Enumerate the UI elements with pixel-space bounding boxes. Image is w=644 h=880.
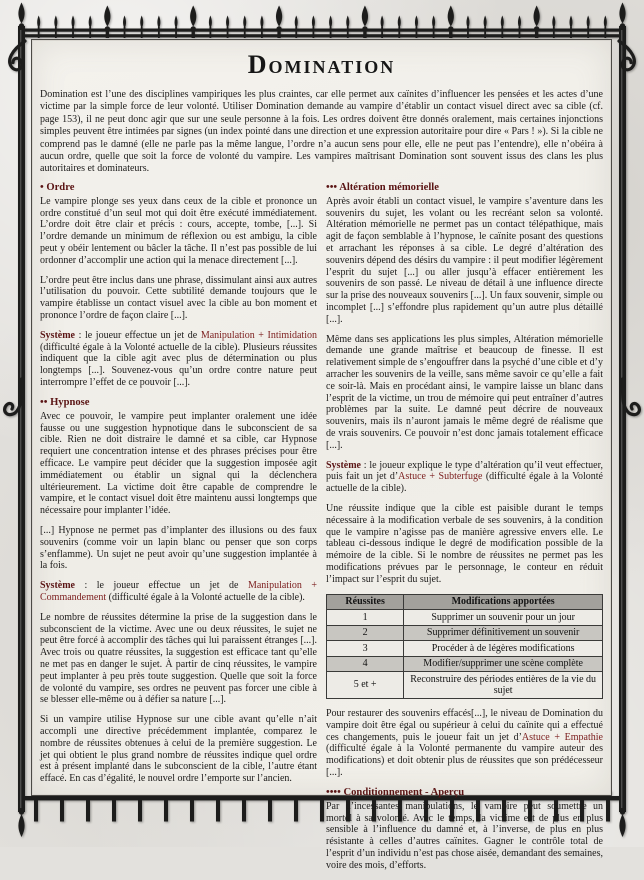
table-header-cell: Réussites [327, 594, 404, 610]
text-run: Une réussite indique que la cible est paisible durant le temps nécessaire à la modification verbale de ses souvenirs, à la condition que le vampire n’agisse pas de manière agressive envers elle. Le tableau ci-dessous indique le degré de modification possible de la mémoire de la cible. Si le nombre de réussites ne permet pas les modifications prévues par le personnage, le conteur en réduit l’impact sur l’esprit du sujet. [326, 502, 603, 585]
page-title: Domination [247, 50, 396, 79]
text-run: Système [40, 329, 75, 341]
text-run: : le joueur explique le type d’altération qu’il veut effectuer, puis fait un jet d’ [326, 459, 603, 483]
paragraph [40, 411, 317, 517]
table-cell: Modifier/supprimer une scène complète [404, 656, 603, 672]
text-run: Manipulation + Commandement [40, 580, 317, 603]
table-cell: 5 et + [327, 672, 404, 699]
table-cell: Reconstruire des périodes entières de la vie du sujet [404, 672, 603, 699]
table-cell: Supprimer définitivement un souvenir [404, 625, 603, 641]
modifications-table [326, 594, 603, 700]
paragraph [326, 334, 603, 452]
text-run: Système [40, 580, 75, 592]
text-run: Avec ce pouvoir, le vampire peut implanter oralement une idée fausse ou une suggestion hypnotique dans le subconscient de sa cible. Rien ne doit distraire le damné et sa cible, car Hypnose requiert une concentration intense et des phrases précises pour être efficace. Le vampire peut décider que la suggestion imposée agit immédiatement ou établir un signal qui la déclenchera ultérieurement. La victime doit être capable de comprendre le vampire, et le contact visuel doit être maintenu aussi longtemps que nécessaire pour implanter l’idée. [40, 410, 317, 517]
section-heading-ordre: • Ordre [40, 181, 75, 193]
text-run: (difficulté égale à la Volonté permanente du vampire auteur des modifications) et doit obtenir plus de réussites que son prédécesseur [...]. [326, 743, 603, 779]
text-run: Par d’incessantes manipulations, le vampire peut soumettre un mortel à sa volonté. Avec le temps, la victime est de plus en plus sensible à l’influence du damné et, à l’inverse, de plus en plus résistante à celles d’autres caïnites. Gagner le contrôle total de l’esprit d’un individu n’est pas chose aisée, demandant des semaines, voire des mois, d’efforts. [326, 800, 603, 871]
text-run: L’ordre peut être inclus dans une phrase, dissimulant ainsi aux autres l’utilisation du pouvoir. Cette subtilité demande toujours que le vampire établisse un contact visuel avec la cible au bon moment et prononce l’ordre de façon claire [...]. [40, 274, 317, 322]
paragraph [40, 580, 317, 604]
paragraph [40, 275, 317, 322]
section-heading-alteration-memorielle: ••• Altération mémorielle [326, 181, 439, 193]
paragraph [40, 714, 317, 785]
text-run: Astuce + Empathie [521, 731, 603, 743]
table-row [327, 656, 603, 672]
table-cell: 3 [327, 641, 404, 657]
paragraph [40, 525, 317, 572]
text-run: : le joueur effectue un jet de [75, 580, 248, 592]
text-run: [...] Hypnose ne permet pas d’implanter des illusions ou des faux souvenirs (comme voir un lapin blanc ou penser que son corps s’enflamme). Un sujet ne peut avoir qu’une suggestion implantée à la fois. [40, 524, 317, 572]
table-cell: 1 [327, 610, 404, 626]
intro-paragraph: Domination est l’une des disciplines vampiriques les plus craintes, car elle permet aux caïnites d’influencer les pensées et les actes d’une victime par la simple force de leur volonté. Utiliser Domination demande au vampire d’établir un contact visuel direct avec sa cible (cf. page 153), il ne peut donc agir que sur une seule personne à la fois. Les ordres doivent être donnés oralement, mais certaines injonctions simples peuvent être intimées par signes (un index pointé dans une direction et une expression autoritaire pour dire « Pars ! »). Si la cible ne comprend pas le damné (elle ne parle pas la même langue, l’ordre n’a aucun sens pour elle, elle ne peut pas l’entendre), elle n’obéira à aucun ordre, quelle que soit la force de volonté du vampire. Les vampires maîtrisant Domination sont souvent issus des clans les plus autoritaires et dominateurs. [40, 89, 603, 175]
text-run: Après avoir établi un contact visuel, le vampire s’aventure dans les souvenirs du sujet, les volant ou les recréant selon sa volonté. Altération mémorielle ne permet pas un contact télépathique, mais agit de façon semblable à l’hypnose, le caïnite posant des questions et arrachant les réponses à sa cible. Le degré d’altération des souvenirs dépend des désirs du vampire : il peut modifier légèrement l’esprit du sujet [...] ou aller jusqu’à effacer entièrement les souvenirs de son passé. Le niveau de détail à une influence directe sur la prise des nouveaux souvenirs [...]. Un faux souvenir, simple ou incomplet [...] s’effondre plus rapidement qu’un autre plus détaillé [...]. [326, 195, 603, 325]
text-run: : le joueur effectue un jet de [75, 329, 201, 341]
paragraph [40, 330, 317, 389]
table-row [327, 672, 603, 699]
table-header-row [327, 594, 603, 610]
right-column [326, 182, 603, 880]
table-cell: 4 [327, 656, 404, 672]
paragraph [326, 801, 603, 872]
table-cell: Supprimer un souvenir pour un jour [404, 610, 603, 626]
paragraph [40, 196, 317, 267]
section-heading-hypnose: •• Hypnose [40, 396, 90, 408]
text-run: (difficulté égale à la Volonté actuelle de la cible). Plusieurs réussites indiquent que la cible agit avec plus de détermination ou plus longtemps [...]. Souvenez-vous qu’un ordre contre nature peut interrompre l’effet de ce pouvoir [...]. [40, 341, 317, 388]
table-cell: Procéder à de légères modifications [404, 641, 603, 657]
paragraph [40, 612, 317, 706]
paragraph [326, 196, 603, 326]
fence-top [18, 3, 626, 39]
text-run: Le vampire plonge ses yeux dans ceux de la cible et prononce un ordre constitué d’un seul mot qui doit être exécuté immédiatement. L’ordre doit être clair et précis : cours, accepte, tombe, [...]. Si l’ordre demande un minimum de réflexion ou est ambigu, la cible peut y obéir lentement ou bâcler la tâche. Il n’est pas possible de lui ordonner d’accomplir une action qui la menace directement [...]. [40, 195, 317, 266]
text-run: Pour restaurer des souvenirs effacés[...], le niveau de Domination du vampire doit être égal ou supérieur à celui du caïnite qui a effectué ces changements, puis le joueur fait un jet d’ [326, 708, 603, 743]
paragraph [326, 708, 603, 779]
text-run: Même dans ses applications les plus simples, Altération mémorielle demande une grande maîtrise et beaucoup de finesse. Il est relativement simple de s’engouffrer dans la psyché d’une cible et d’y arracher les souvenirs de la veille, sans même savoir ce qu’elle a fait ce soir-là. Mais en procédant ainsi, le vampire laisse un blanc dans l’esprit de la victime, un trou de mémoire qui peut entraîner d’autres problèmes par la suite. Le damné peut décrire de nouveaux souvenirs, mais ils n’auront jamais le même degré de réalisme que de vrais souvenirs. Ce pouvoir n’est donc jamais totalement efficace [...]. [326, 333, 603, 451]
table-cell: 2 [327, 625, 404, 641]
paragraph [326, 460, 603, 495]
table-row [327, 625, 603, 641]
text-run: Système [326, 459, 361, 471]
section-heading-conditionnement: •••• Conditionnement - Aperçu [326, 786, 465, 798]
table-row [327, 641, 603, 657]
table-row [327, 610, 603, 626]
content-panel [31, 39, 612, 871]
two-column-layout [40, 182, 603, 880]
table-header-cell: Modifications apportées [404, 594, 603, 610]
paragraph [326, 503, 603, 586]
left-column [40, 182, 317, 880]
text-run: (difficulté égale à la Volonté actuelle de la cible). [326, 471, 603, 495]
text-run: Si un vampire utilise Hypnose sur une cible avant qu’elle n’ait accompli une directive précédemment implantée, comparez le nombre de réussites obtenues à celui de la première suggestion. Le jet qui obtient le plus grand nombre de réussites indique quel ordre est à présent implanté dans le subconscient de la cible, l’autre étant effacé. En cas d’égalité, le nouvel ordre l’emporte sur l’ancien. [40, 714, 317, 785]
text-run: Manipulation + Intimidation [200, 329, 317, 341]
text-run: Le nombre de réussites détermine la prise de la suggestion dans le subconscient de la victime. Avec une ou deux réussites, le sujet ne peut être forcé à accomplir des tâches qui lui paraissent étranges [...]. Avec trois ou quatre réussites, la suggestion est efficace tant qu’elle ne met pas en danger le sujet. À partir de cinq réussites, le vampire peut implanter à peu près toute suggestion. Quelle que soit la force de volonté du vampire, ses ordres ne peuvent pas forcer une cible à se blesser elle-même ou à défier sa nature [...]. [40, 611, 317, 706]
text-run: Astuce + Subterfuge [398, 471, 483, 483]
text-run: (difficulté égale à la Volonté actuelle de la cible). [106, 591, 305, 603]
